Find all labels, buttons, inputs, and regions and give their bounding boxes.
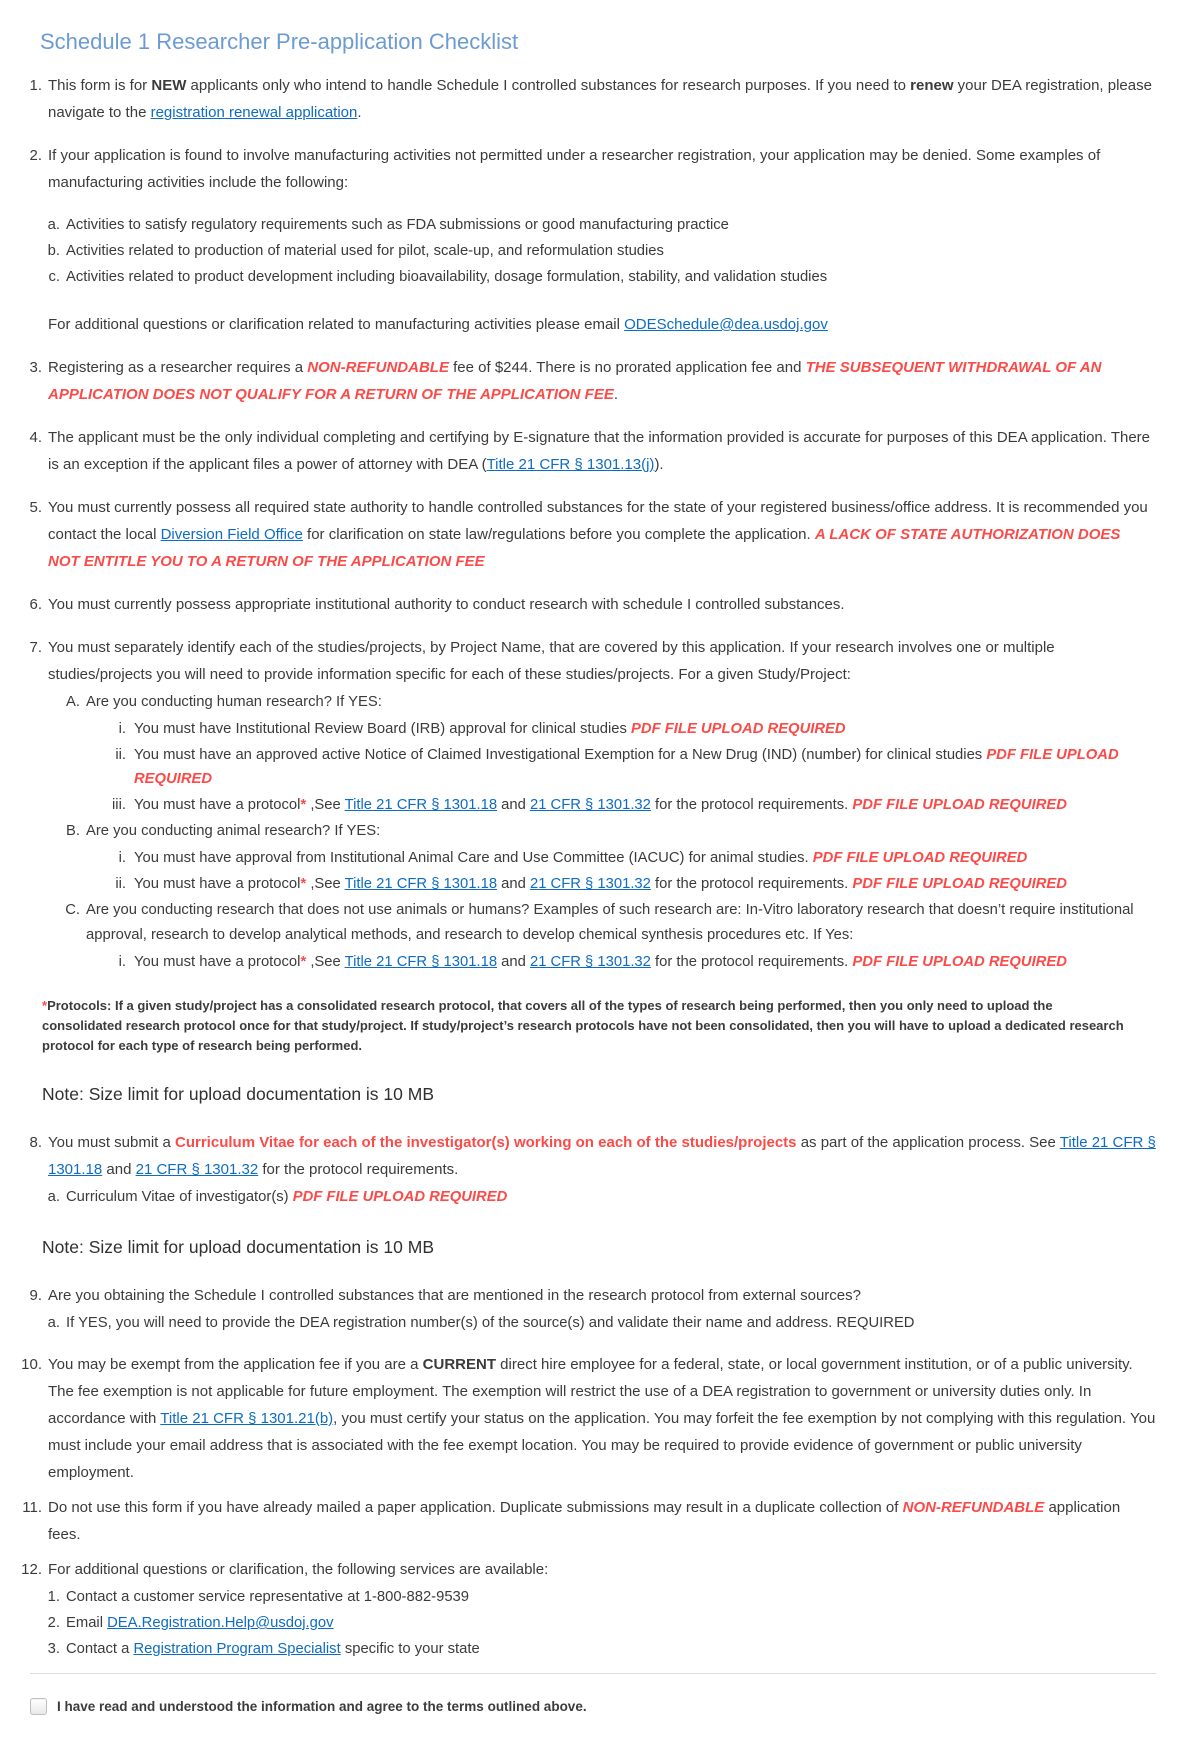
block-text: [48, 1129, 1156, 1183]
text-segment: *: [42, 998, 48, 1013]
text-segment: Activities to satisfy regulatory requirements such as FDA submissions or good manufacturing practice: [66, 217, 729, 233]
list-marker: 3.: [29, 359, 42, 376]
block-text: [48, 494, 1156, 575]
list-marker: i.: [118, 850, 126, 866]
block-text: [48, 424, 1156, 478]
text-segment: PDF FILE UPLOAD REQUIRED: [292, 1189, 508, 1205]
block-text: [86, 690, 1156, 715]
sub-item-8a: [18, 1185, 1156, 1209]
text-segment: Contact a: [66, 1641, 134, 1657]
text-segment: Are you conducting research that does not use animals or humans? Examples of such research are: In-Vitro laboratory research that doesn’t require institutional approval, research to develop analytical methods, and research to develop chemical synthesis procedures etc. If Yes:: [86, 902, 1134, 943]
list-marker: B.: [66, 823, 80, 839]
text-segment: for the protocol requirements.: [650, 797, 853, 813]
list-marker: 2.: [29, 147, 42, 164]
text-segment: direct hire employee for a federal, state, or local government institution, or of a public university. The fee exemption is not applicable for future employment. The exemption will restrict the use of a DEA registration to government or university duties only. In accordance with: [48, 1356, 1133, 1427]
checklist-item-7: [18, 634, 1156, 688]
text-segment: and: [497, 876, 530, 892]
block-text: [48, 354, 1156, 408]
sub-item-7A-iii: [18, 793, 1156, 817]
text-segment: for the protocol requirements.: [258, 1161, 459, 1178]
text-segment: The applicant must be the only individual completing and certifying by E-signature that the information provided is accurate for purposes of this DEA application. There is an exception if the applicant files a power of attorney with DEA (: [48, 429, 1151, 473]
block-text: [42, 1235, 1156, 1260]
text-segment: Note: Size limit for upload documentation is 10 MB: [42, 1237, 434, 1257]
block-text: [48, 1556, 1156, 1583]
text-segment: Curriculum Vitae for each of the investigator(s) working on each of the studies/projects: [175, 1134, 797, 1151]
list-marker: 7.: [29, 639, 42, 656]
checklist-item-10: [18, 1351, 1156, 1486]
upload-size-note-1: [42, 1082, 1156, 1107]
list-marker: 6.: [29, 596, 42, 613]
block-text: [134, 846, 1156, 870]
protocols-footnote: [42, 996, 1128, 1056]
list-marker: c.: [48, 269, 60, 285]
block-text: [66, 1611, 1156, 1635]
cfr-1301-18-link[interactable]: Title 21 CFR § 1301.18: [48, 1134, 1156, 1178]
text-segment: Are you obtaining the Schedule I controlled substances that are mentioned in the research protocol from external sources?: [48, 1287, 861, 1304]
sub-item-7C-i: [18, 950, 1156, 974]
block-text: [48, 1282, 1156, 1309]
text-segment: *: [300, 954, 307, 970]
text-segment: applicants only who intend to handle Schedule I controlled substances for research purposes. If you need to: [186, 77, 911, 94]
block-text: [48, 311, 1156, 338]
agreement-label: I have read and understood the information and agree to the terms outlined above.: [57, 1699, 587, 1714]
block-text: [66, 213, 1156, 237]
text-segment: PDF FILE UPLOAD REQUIRED: [134, 747, 1119, 787]
text-segment: your DEA registration, please navigate to the: [48, 77, 1152, 121]
checklist-item-11: [18, 1494, 1156, 1548]
checklist-item-5: [18, 494, 1156, 575]
text-segment: For additional questions or clarification, the following services are available:: [48, 1561, 549, 1578]
upload-size-note-2: [42, 1235, 1156, 1260]
text-segment: and: [102, 1161, 136, 1178]
text-segment: and: [497, 954, 530, 970]
cfr-1301-21b-link[interactable]: Title 21 CFR § 1301.21(b): [160, 1410, 334, 1427]
block-text: [86, 898, 1156, 948]
text-segment: For additional questions or clarification related to manufacturing activities please email: [48, 316, 625, 333]
text-segment: , you must certify your status on the application. You may forfeit the fee exemption by not complying with this regulation. You must include your email address that is associated with the fee exempt location. You may be required to provide evidence of government or public university employment.: [48, 1410, 1156, 1481]
text-segment: renew: [910, 77, 954, 94]
sub-item-9a: [18, 1311, 1156, 1335]
text-segment: specific to your state: [340, 1641, 480, 1657]
cfr-1301-18-link[interactable]: Title 21 CFR § 1301.18: [344, 797, 498, 813]
text-segment: *: [300, 797, 307, 813]
list-marker: 10.: [21, 1356, 42, 1373]
block-text: [66, 1585, 1156, 1609]
checklist-item-8: [18, 1129, 1156, 1183]
text-segment: You may be exempt from the application fee if you are a: [48, 1356, 423, 1373]
text-segment: Activities related to production of material used for pilot, scale-up, and reformulation studies: [66, 243, 664, 259]
block-text: [66, 1185, 1156, 1209]
block-text: [134, 872, 1156, 896]
text-segment: You must have approval from Institutional Animal Care and Use Committee (IACUC) for animal studies.: [134, 850, 813, 866]
text-segment: ,See: [306, 797, 345, 813]
text-segment: .: [357, 104, 362, 121]
checklist-item-9: [18, 1282, 1156, 1309]
block-text: [42, 1082, 1156, 1107]
block-text: [134, 743, 1156, 791]
list-marker: 9.: [29, 1287, 42, 1304]
block-text: [66, 265, 1156, 289]
registration-renewal-link[interactable]: registration renewal application: [150, 104, 358, 121]
text-segment: .: [613, 386, 619, 403]
text-segment: Curriculum Vitae of investigator(s): [66, 1189, 293, 1205]
block-text: [66, 1637, 1156, 1661]
checklist-item-4: [18, 424, 1156, 478]
text-segment: NON-REFUNDABLE: [902, 1499, 1045, 1516]
text-segment: You must currently possess all required state authority to handle controlled substances for the state of your registered business/office address. It is recommended you contact the local: [48, 499, 1148, 543]
agreement-row: [30, 1698, 1156, 1715]
registration-program-specialist-link[interactable]: Registration Program Specialist: [133, 1641, 341, 1657]
cfr-1301-32-link[interactable]: 21 CFR § 1301.32: [529, 797, 651, 813]
text-segment: Registering as a researcher requires a: [48, 359, 308, 376]
list-marker: 1.: [29, 77, 42, 94]
sub-item-7B: [18, 819, 1156, 844]
list-marker: a.: [47, 1189, 60, 1205]
sub-item-12-3: [18, 1637, 1156, 1661]
list-marker: iii.: [112, 797, 126, 813]
sub-item-2b: [18, 239, 1156, 263]
list-marker: i.: [118, 721, 126, 737]
checklist-item-12: [18, 1556, 1156, 1583]
block-text: [134, 950, 1156, 974]
text-segment: and: [497, 797, 530, 813]
list-marker: 2.: [47, 1615, 60, 1631]
list-marker: ii.: [115, 876, 126, 892]
checklist-item-3: [18, 354, 1156, 408]
list-marker: ii.: [115, 747, 126, 763]
checklist-item-6: [18, 591, 1156, 618]
text-segment: PDF FILE UPLOAD REQUIRED: [631, 721, 846, 737]
text-segment: PDF FILE UPLOAD REQUIRED: [812, 850, 1028, 866]
list-marker: 8.: [29, 1134, 42, 1151]
block-text: [66, 239, 1156, 263]
text-segment: NEW: [151, 77, 187, 94]
sub-item-12-1: [18, 1585, 1156, 1609]
block-text: [48, 634, 1156, 688]
text-segment: PDF FILE UPLOAD REQUIRED: [852, 954, 1067, 970]
text-segment: application fees.: [48, 1499, 1121, 1543]
block-text: [48, 142, 1156, 196]
block-text: [48, 1351, 1156, 1486]
odeschedule-email-link[interactable]: ODESchedule@dea.usdoj.gov: [624, 316, 828, 333]
list-marker: 12.: [21, 1561, 42, 1578]
manufacturing-email-note: [48, 311, 1156, 338]
list-marker: 3.: [47, 1641, 60, 1657]
block-text: [42, 996, 1128, 1056]
cfr-1301-18-link[interactable]: Title 21 CFR § 1301.18: [344, 954, 498, 970]
list-marker: C.: [65, 902, 80, 918]
text-segment: Activities related to product development including bioavailability, dosage formulation, stability, and validation studies: [66, 269, 828, 285]
block-text: [134, 793, 1156, 817]
text-segment: You must submit a: [48, 1134, 176, 1151]
text-segment: for clarification on state law/regulations before you complete the application.: [302, 526, 815, 543]
cfr-1301-18-link[interactable]: Title 21 CFR § 1301.18: [344, 876, 498, 892]
page-title: Schedule 1 Researcher Pre-application Checklist: [40, 29, 519, 54]
text-segment: fee of $244. There is no prorated application fee and: [448, 359, 806, 376]
text-segment: If YES, you will need to provide the DEA registration number(s) of the source(s) and validate their name and address. REQUIRED: [66, 1315, 915, 1331]
text-segment: THE SUBSEQUENT WITHDRAWAL OF AN APPLICATION DOES NOT QUALIFY FOR A RETURN OF THE APPLICATION FEE: [48, 359, 1102, 403]
text-segment: Contact a customer service representative at 1-800-882-9539: [66, 1589, 470, 1605]
text-segment: You must have a protocol: [134, 954, 301, 970]
sub-item-7C: [18, 898, 1156, 948]
list-marker: 11.: [22, 1499, 42, 1516]
text-segment: Are you conducting human research? If YES:: [86, 694, 382, 710]
text-segment: *: [300, 876, 307, 892]
text-segment: Are you conducting animal research? If YES:: [86, 823, 381, 839]
divider: [30, 1673, 1156, 1674]
diversion-field-office-link[interactable]: Diversion Field Office: [160, 526, 303, 543]
text-segment: A LACK OF STATE AUTHORIZATION DOES NOT ENTITLE YOU TO A RETURN OF THE APPLICATION FEE: [48, 526, 1121, 570]
sub-item-7B-ii: [18, 872, 1156, 896]
text-segment: PDF FILE UPLOAD REQUIRED: [852, 797, 1067, 813]
text-segment: You must have a protocol: [134, 876, 301, 892]
sub-item-2c: [18, 265, 1156, 289]
sub-item-12-2: [18, 1611, 1156, 1635]
list-marker: i.: [118, 954, 126, 970]
block-text: [48, 72, 1156, 126]
text-segment: You must currently possess appropriate institutional authority to conduct research with schedule I controlled substances.: [48, 596, 845, 613]
checklist-item-1: [18, 72, 1156, 126]
sub-item-7A: [18, 690, 1156, 715]
text-segment: Note: Size limit for upload documentation is 10 MB: [42, 1084, 434, 1104]
cfr-1301-13j-link[interactable]: Title 21 CFR § 1301.13(j): [486, 456, 655, 473]
text-segment: as part of the application process. See: [796, 1134, 1060, 1151]
text-segment: Do not use this form if you have already mailed a paper application. Duplicate submissions may result in a duplicate collection of: [48, 1499, 903, 1516]
list-marker: A.: [66, 694, 80, 710]
list-marker: b.: [47, 243, 60, 259]
list-marker: a.: [47, 217, 60, 233]
text-segment: NON-REFUNDABLE: [307, 359, 449, 376]
text-segment: Email: [66, 1615, 108, 1631]
text-segment: You must have an approved active Notice of Claimed Investigational Exemption for a New Drug (IND) (number) for clinical studies: [134, 747, 987, 763]
list-marker: 5.: [29, 499, 42, 516]
block-text: [86, 819, 1156, 844]
sub-item-2a: [18, 213, 1156, 237]
agreement-checkbox[interactable]: [30, 1698, 47, 1715]
block-text: [48, 1494, 1156, 1548]
cfr-1301-32-link[interactable]: 21 CFR § 1301.32: [135, 1161, 259, 1178]
text-segment: If your application is found to involve manufacturing activities not permitted under a researcher registration, your application may be denied. Some examples of manufacturing activities include the following:: [48, 147, 1101, 191]
block-text: [66, 1311, 1156, 1335]
list-marker: 1.: [47, 1589, 60, 1605]
dea-registration-help-email-link[interactable]: DEA.Registration.Help@usdoj.gov: [107, 1615, 334, 1631]
checklist-item-2: [18, 142, 1156, 196]
text-segment: PDF FILE UPLOAD REQUIRED: [852, 876, 1067, 892]
text-segment: This form is for: [48, 77, 152, 94]
list-marker: 4.: [29, 429, 42, 446]
sub-item-7A-i: [18, 717, 1156, 741]
text-segment: Protocols: If a given study/project has a consolidated research protocol, that covers all of the types of research being performed, then you only need to upload the consolidated research protocol once for that study/project. If study/project’s research protocols have not been consolidated, then you will have to upload a dedicated research protocol for each type of research being performed.: [42, 998, 1124, 1053]
checklist: [18, 72, 1156, 1661]
list-marker: a.: [47, 1315, 60, 1331]
text-segment: ,See: [306, 876, 345, 892]
text-segment: You must separately identify each of the studies/projects, by Project Name, that are covered by this application. If your research involves one or multiple studies/projects you will need to provide information specific for each of these studies/projects. For a given Study/Project:: [48, 639, 1055, 683]
text-segment: for the protocol requirements.: [650, 876, 853, 892]
sub-item-7B-i: [18, 846, 1156, 870]
text-segment: CURRENT: [422, 1356, 497, 1373]
cfr-1301-32-link[interactable]: 21 CFR § 1301.32: [529, 954, 651, 970]
cfr-1301-32-link[interactable]: 21 CFR § 1301.32: [529, 876, 651, 892]
text-segment: ,See: [306, 954, 345, 970]
text-segment: You must have a protocol: [134, 797, 301, 813]
sub-item-7A-ii: [18, 743, 1156, 791]
text-segment: for the protocol requirements.: [650, 954, 853, 970]
text-segment: ).: [654, 456, 664, 473]
text-segment: You must have Institutional Review Board (IRB) approval for clinical studies: [134, 721, 632, 737]
block-text: [134, 717, 1156, 741]
block-text: [48, 591, 1156, 618]
